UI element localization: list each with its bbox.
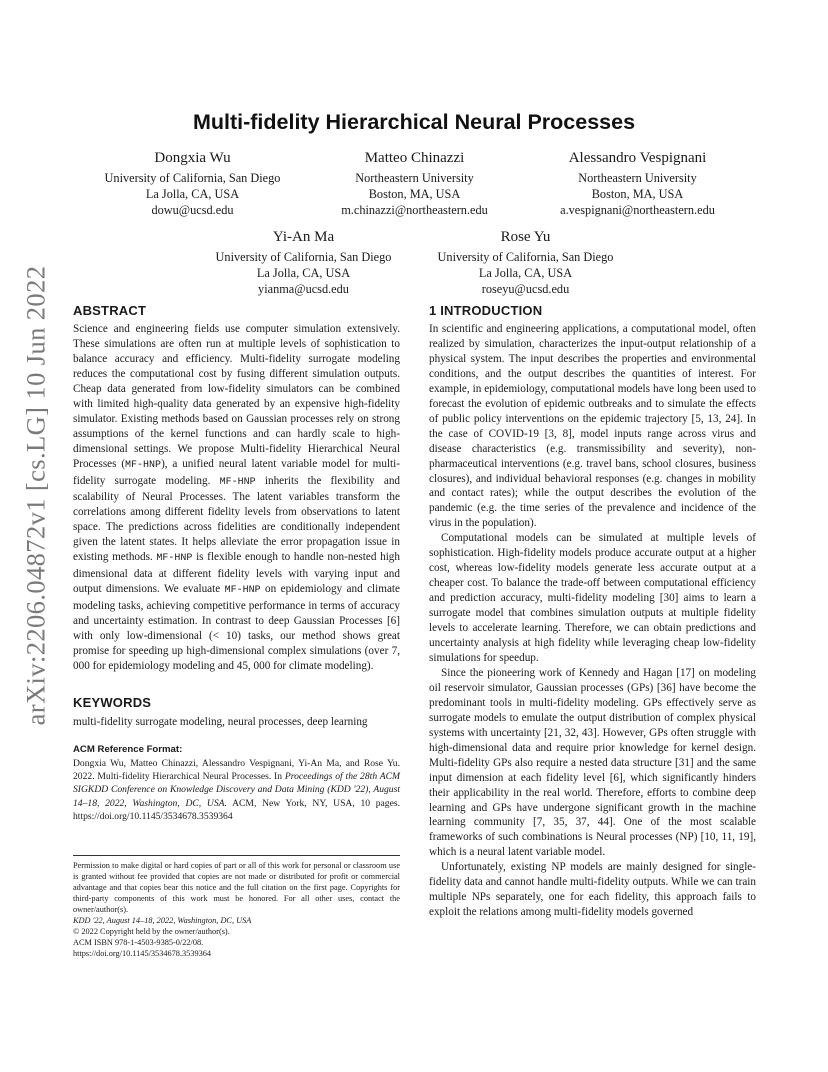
intro-paragraph: In scientific and engineering applications, a computational model, often realized by simulation, characterizes the input-output relationship of a physical system. The input describes the properties and environmental conditions, and the output describes the quantities of interest. For example, in epidemiology, computational models have long been used to forecast the evolution of epidemic outbreaks and to simulate the effects of public policy interventions on the epidemic trajectory [5, 13, 24]. In the case of COVID-19 [3, 8], model inputs range across virus and disease characteristics (e.g. transmissibility and severity), non-pharmaceutical interventions (e.g. travel bans, school closures, business closures), and individual behavioral responses (e.g. changes in mobility and contact rates); while the output describes the evolution of the pandemic (e.g. the time series of the prevalence and incidence of the virus in the population). — [429, 323, 756, 530]
author-email[interactable]: roseyu@ucsd.edu — [481, 282, 570, 296]
author-block-1 — [80, 148, 305, 218]
method-name: MF-HNP — [125, 459, 162, 471]
author-affiliation: University of California, San Diego — [437, 250, 614, 264]
intro-paragraph: Computational models can be simulated at multiple levels of sophistication. High-fidelity models produce accurate output at a higher cost, whereas low-fidelity models generate less accurate output at a cheaper cost. To balance the trade-off between computational efficiency and prediction accuracy, multi-fidelity modeling [30] aims to learn a surrogate model that combines simulation outputs at multiple fidelity levels to accelerate learning. Therefore, we can obtain predictions and uncertainty analysis at high fidelity while leveraging cheap low-fidelity simulations for speedup. — [429, 532, 756, 664]
acm-reference-heading: ACM Reference Format: — [73, 744, 183, 755]
author-name: Dongxia Wu — [154, 150, 231, 166]
abstract-paragraph: Science and engineering fields use computer simulation extensively. These simulations are often run at multiple levels of sophistication to balance accuracy and efficiency. Multi-fidelity surrogate modeling reduces the computational cost by fusing different simulation outputs. Cheap data generated from low-fidelity simulators can be combined with limited high-quality data generated by an expensive high-fidelity simulator. Existing methods based on Gaussian processes rely on strong assumptions of the kernel functions and can hardly scale to high-dimensional settings. We propose Multi-fidelity Hierarchical Neural Processes (MF-HNP), a unified neural latent variable model for multi-fidelity surrogate modeling. MF-HNP inherits the flexibility and scalability of Neural Processes. The latent variables transform the correlations among different fidelity levels from observations to latent space. The predictions across fidelities are conditionally independent given the latent states. It helps alleviate the error propagation issue in existing methods. MF-HNP is flexible enough to handle non-nested high dimensional data at different fidelity levels with varying input and output dimensions. We evaluate MF-HNP on epidemiology and climate modeling tasks, achieving competitive performance in terms of accuracy and uncertainty estimation. In contrast to deep Gaussian Processes [6] with only low-dimensional (< 10) tasks, our method shows great promise for speeding up high-dimensional complex simulations (over 7, 000 for epidemiology modeling and 45, 000 for climate modeling). — [73, 323, 401, 672]
doi-link[interactable]: https://doi.org/10.1145/3534678.3539364 — [73, 949, 212, 959]
author-affiliation: University of California, San Diego — [215, 250, 392, 264]
introduction-heading: 1 INTRODUCTION — [429, 303, 543, 318]
keywords-heading: KEYWORDS — [73, 695, 152, 710]
author-block-5 — [413, 227, 638, 297]
arxiv-identifier: arXiv:2206.04872v1 [cs.LG] 10 Jun 2022 — [20, 265, 51, 725]
author-email[interactable]: dowu@ucsd.edu — [151, 203, 234, 217]
keywords-text: multi-fidelity surrogate modeling, neural processes, deep learning — [73, 716, 368, 728]
abstract-heading: ABSTRACT — [73, 303, 147, 318]
author-location: La Jolla, CA, USA — [256, 266, 351, 280]
introduction-body — [429, 322, 756, 920]
isbn-line: ACM ISBN 978-1-4503-9385-0/22/08. — [73, 938, 204, 948]
method-name: MF-HNP — [224, 585, 261, 597]
author-block-4 — [191, 227, 416, 297]
paper-title: Multi-fidelity Hierarchical Neural Processes — [192, 110, 636, 134]
author-name: Alessandro Vespignani — [568, 150, 707, 166]
author-location: Boston, MA, USA — [591, 187, 684, 201]
footnote-divider — [73, 855, 400, 856]
author-affiliation: University of California, San Diego — [104, 171, 281, 185]
abstract-body — [73, 322, 400, 674]
conference-info: KDD '22, August 14–18, 2022, Washington, DC, USA — [73, 916, 252, 926]
author-block-3 — [525, 148, 750, 218]
acm-reference-body: Dongxia Wu, Matteo Chinazzi, Alessandro Vespignani, Yi-An Ma, and Rose Yu. 2022. Multi-fidelity Hierarchical Neural Processes. In Proceedings of the 28th ACM SIGKDD Conference on Knowledge Discovery and Data Mining (KDD '22), August 14–18, 2022, Washington, DC, USA. ACM, New York, NY, USA, 10 pages. https://doi.org/10.1145/3534678.3539364 — [73, 758, 400, 822]
intro-paragraph: Unfortunately, existing NP models are mainly designed for single-fidelity data and cannot handle multi-fidelity outputs. While we can train multiple NPs separately, one for each fidelity, this approach fails to exploit the relations among multi-fidelity models governed — [429, 861, 756, 919]
copyright-line: © 2022 Copyright held by the owner/author(s). — [73, 927, 230, 937]
method-name: MF-HNP — [219, 476, 256, 488]
author-location: La Jolla, CA, USA — [145, 187, 240, 201]
author-location: La Jolla, CA, USA — [478, 266, 573, 280]
author-location: Boston, MA, USA — [368, 187, 461, 201]
permission-notice: Permission to make digital or hard copies of part or all of this work for personal or classroom use is granted without fee provided that copies are not made or distributed for profit or commercial advantage and that copies bear this notice and the full citation on the first page. Copyrights for third-party components of this work must be honored. For all other uses, contact the owner/author(s). — [73, 861, 400, 915]
method-name: MF-HNP — [156, 553, 193, 565]
intro-paragraph: Since the pioneering work of Kennedy and Hagan [17] on modeling oil reservoir simulator, Gaussian processes (GPs) [36] have become the predominant tools in multi-fidelity modeling. GPs effectively serve as surrogate models to emulate the output distribution of complex physical systems with uncertainty [21, 32, 43]. However, GPs often struggle with high-dimensional data and require prior knowledge for kernel design. Multi-fidelity GPs also require a nested data structure [31] and the same input dimension at each fidelity level [6], which significantly hinders their applicability in the real world. Therefore, efforts to combine deep learning and GPs have undergone significant growth in the machine learning community [7, 35, 37, 44]. One of the most scalable frameworks of such combinations is Neural processes (NP) [10, 11, 19], which is a neural latent variable model. — [429, 666, 756, 859]
author-name: Rose Yu — [500, 229, 551, 245]
arxiv-sidebar-stamp — [18, 265, 54, 725]
copyright-footnote — [73, 860, 400, 959]
author-block-2 — [302, 148, 527, 218]
author-affiliation: Northeastern University — [578, 171, 697, 185]
author-name: Matteo Chinazzi — [364, 150, 465, 166]
author-email[interactable]: yianma@ucsd.edu — [258, 282, 349, 296]
author-name: Yi-An Ma — [272, 229, 335, 245]
author-email[interactable]: a.vespignani@northeastern.edu — [560, 203, 715, 217]
author-affiliation: Northeastern University — [355, 171, 474, 185]
author-email[interactable]: m.chinazzi@northeastern.edu — [341, 203, 488, 217]
